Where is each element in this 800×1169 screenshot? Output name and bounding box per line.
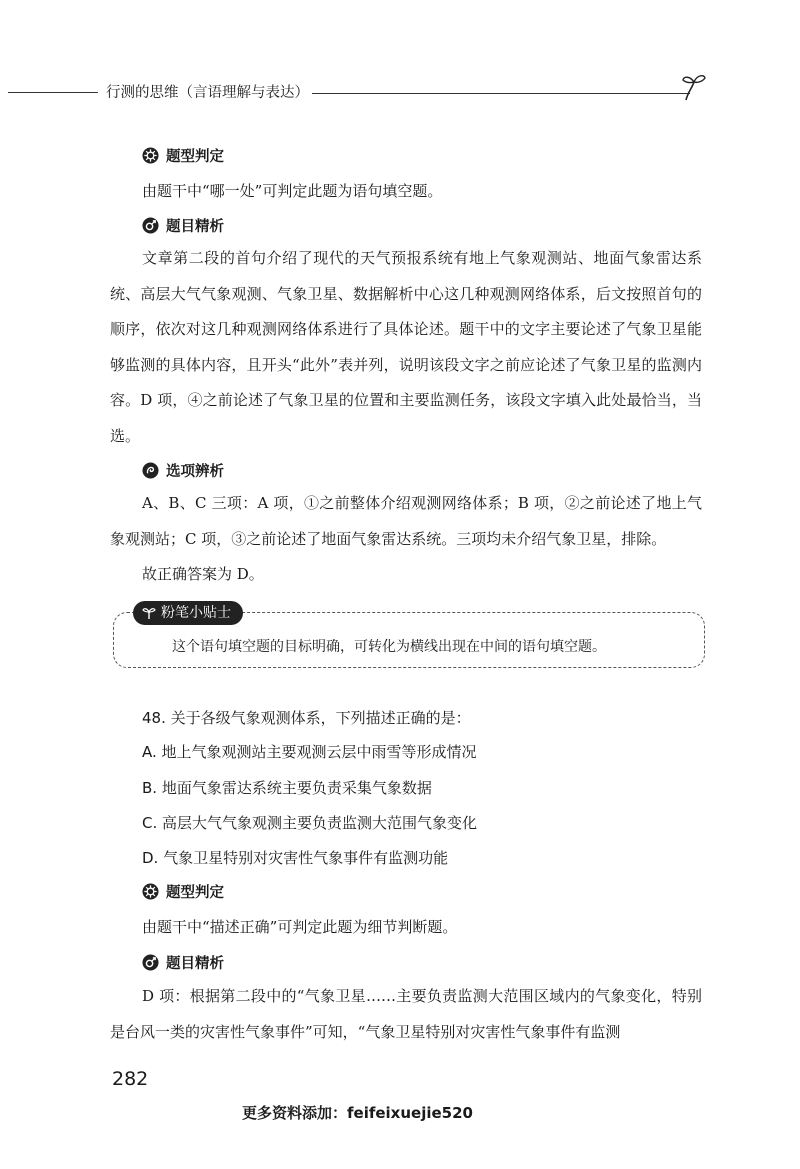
- tip-tag: [133, 601, 243, 625]
- header-title: 行测的思维（言语理解与表达）: [106, 85, 309, 101]
- q47-type-text: 由题干中“哪一处”可判定此题为语句填空题。: [142, 182, 443, 200]
- q47-options-text: A、B、C 三项：A 项，①之前整体介绍观测网络体系；B 项，②之前论述了地上气象观测站；C 项，③之前论述了地面气象雷达系统。三项均未介绍气象卫星，排除。: [110, 494, 702, 548]
- gear-icon: [142, 147, 159, 164]
- q48-analysis-text: D 项：根据第二段中的“气象卫星……主要负责监测大范围区域内的气象变化，特别是台风一类的灾害性气象事件”可知，“气象卫星特别对灾害性气象事件有监测: [110, 987, 702, 1041]
- header-rule-right: [312, 93, 690, 94]
- q47-type-heading: [142, 145, 224, 166]
- q47-options-heading: [142, 460, 224, 481]
- q48-option-c: C. 高层大气气象观测主要负责监测大范围气象变化: [142, 814, 478, 832]
- q47-answer-text: 故正确答案为 D。: [142, 565, 264, 583]
- q48-stem: 48. 关于各级气象观测体系，下列描述正确的是：: [142, 709, 471, 727]
- tip-tag-label: 粉笔小贴士: [161, 605, 231, 621]
- ring-icon: [142, 217, 159, 234]
- heading-label: 题型判定: [166, 149, 224, 165]
- sprout-icon: [680, 72, 708, 102]
- heading-label: 题目精析: [166, 956, 224, 972]
- heading-label: 选项辨析: [166, 464, 224, 480]
- footer-note: 更多资料添加：feifeixuejie520: [242, 1104, 473, 1122]
- q47-analysis-heading: [142, 215, 224, 236]
- q48-type-text: 由题干中“描述正确”可判定此题为细节判断题。: [142, 918, 458, 936]
- running-header: [0, 80, 800, 104]
- q48-option-a: A. 地上气象观测站主要观测云层中雨雪等形成情况: [142, 743, 477, 761]
- q48-option-b: B. 地面气象雷达系统主要负责采集气象数据: [142, 779, 432, 797]
- heading-label: 题目精析: [166, 219, 224, 235]
- page-number: 282: [112, 1068, 149, 1090]
- tip-text: 这个语句填空题的目标明确，可转化为横线出现在中间的语句填空题。: [172, 639, 606, 655]
- sprout-icon: [142, 606, 156, 620]
- heading-label: 题型判定: [166, 885, 224, 901]
- gear-icon: [142, 883, 159, 900]
- header-rule-left: [8, 92, 98, 93]
- q48-analysis-heading: [142, 952, 224, 973]
- q48-option-d: D. 气象卫星特别对灾害性气象事件有监测功能: [142, 849, 449, 867]
- q48-type-heading: [142, 881, 224, 902]
- q47-analysis-text: 文章第二段的首句介绍了现代的天气预报系统有地上气象观测站、地面气象雷达系统、高层大气气象观测、气象卫星、数据解析中心这几种观测网络体系，后文按照首句的顺序，依次对这几种观测网络体系进行了具体论述。题干中的文字主要论述了气象卫星能够监测的具体内容，且开头“此外”表并列，说明该段文字之前应论述了气象卫星的监测内容。D 项，④之前论述了气象卫星的位置和主要监测任务，该段文字填入此处最恰当，当选。: [110, 249, 702, 445]
- ring-icon: [142, 954, 159, 971]
- swirl-icon: [142, 462, 159, 479]
